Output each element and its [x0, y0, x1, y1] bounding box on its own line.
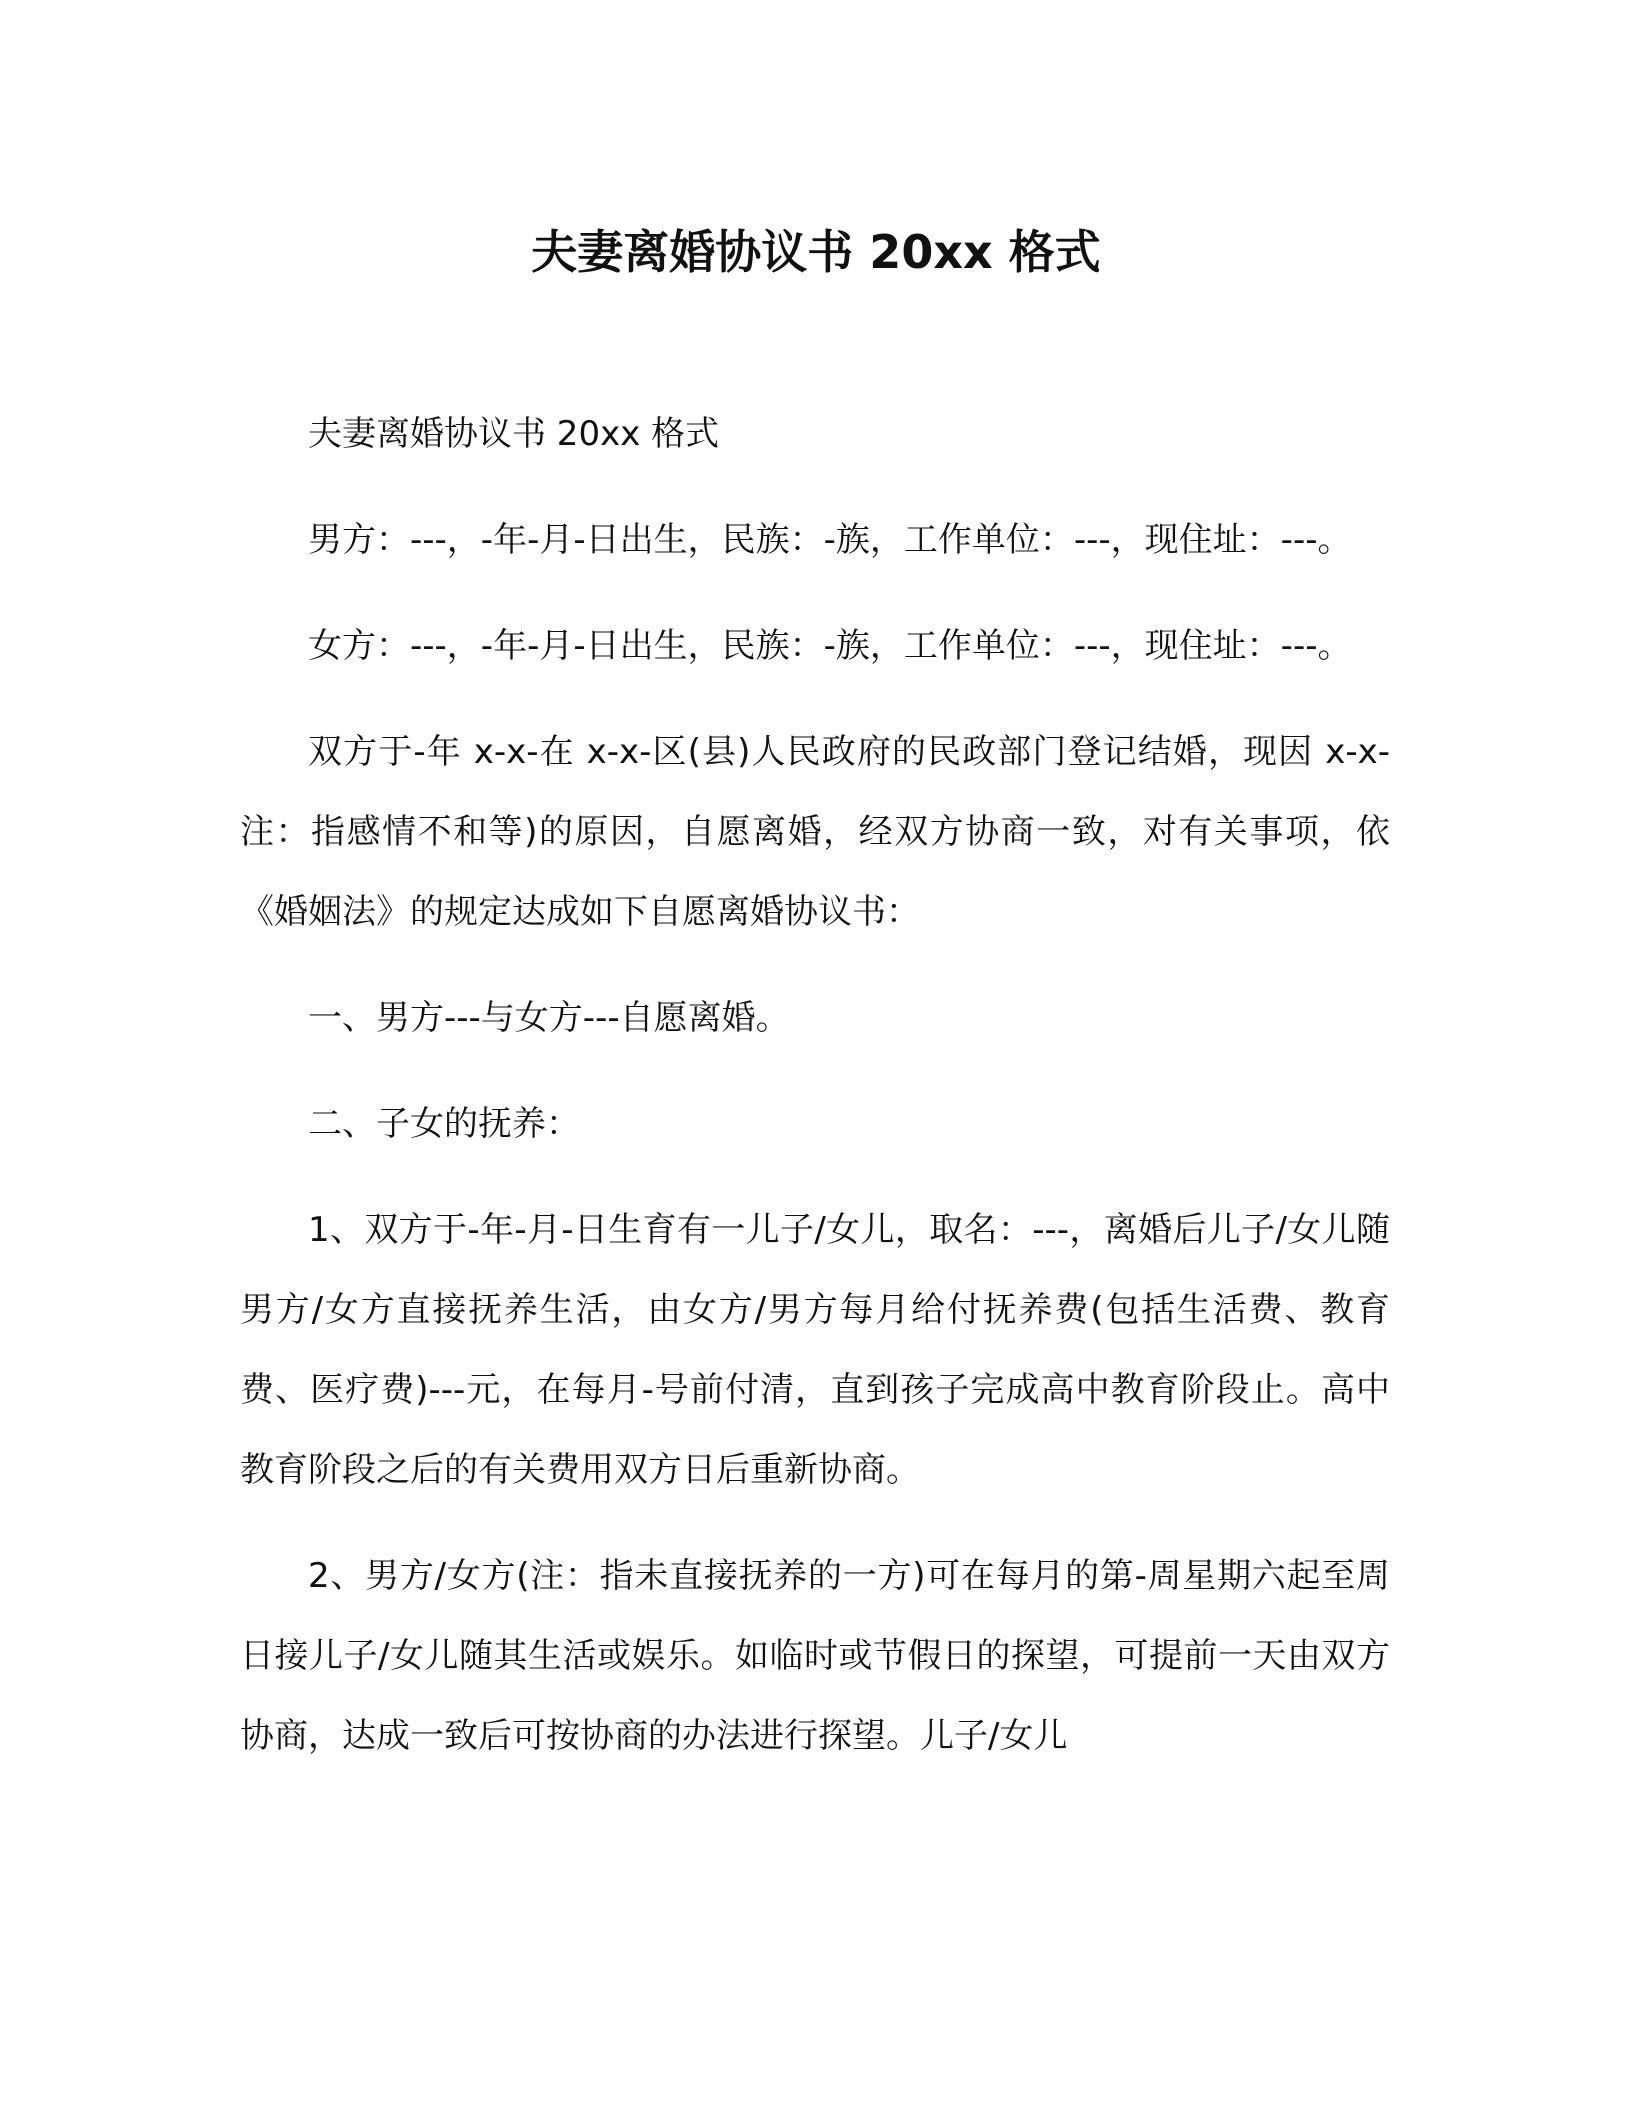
paragraph-male-party: 男方：---，-年-月-日出生，民族：-族，工作单位：---，现住址：---。	[308, 520, 1352, 560]
paragraph-visitation: 2、男方/女方(注：指未直接抚养的一方)可在每月的第-周星期六起至周日接儿子/女儿随其生活或娱乐。如临时或节假日的探望，可提前一天由双方协商，达成一致后可按协商的办法进行探望。儿子/女儿	[240, 1556, 1390, 1756]
paragraph-female-party: 女方：---，-年-月-日出生，民族：-族，工作单位：---，现住址：---。	[308, 626, 1352, 666]
document-title: 夫妻离婚协议书 20xx 格式	[531, 225, 1101, 279]
paragraph-clause-2-heading: 二、子女的抚养：	[308, 1104, 580, 1144]
paragraph-clause-1: 一、男方---与女方---自愿离婚。	[308, 998, 790, 1038]
paragraph-marriage-background: 双方于-年 x-x-在 x-x-区(县)人民政府的民政部门登记结婚，现因 x-x-注：指感情不和等)的原因，自愿离婚，经双方协商一致，对有关事项，依《婚姻法》的规定达成如下自愿离婚协议书：	[240, 732, 1390, 932]
paragraph-child-support: 1、双方于-年-月-日生育有一儿子/女儿，取名：---，离婚后儿子/女儿随男方/女方直接抚养生活，由女方/男方每月给付抚养费(包括生活费、教育费、医疗费)---元，在每月-号前付清，直到孩子完成高中教育阶段止。高中教育阶段之后的有关费用双方日后重新协商。	[240, 1210, 1390, 1490]
document-body	[240, 394, 1390, 1802]
paragraph-subtitle: 夫妻离婚协议书 20xx 格式	[308, 414, 720, 454]
